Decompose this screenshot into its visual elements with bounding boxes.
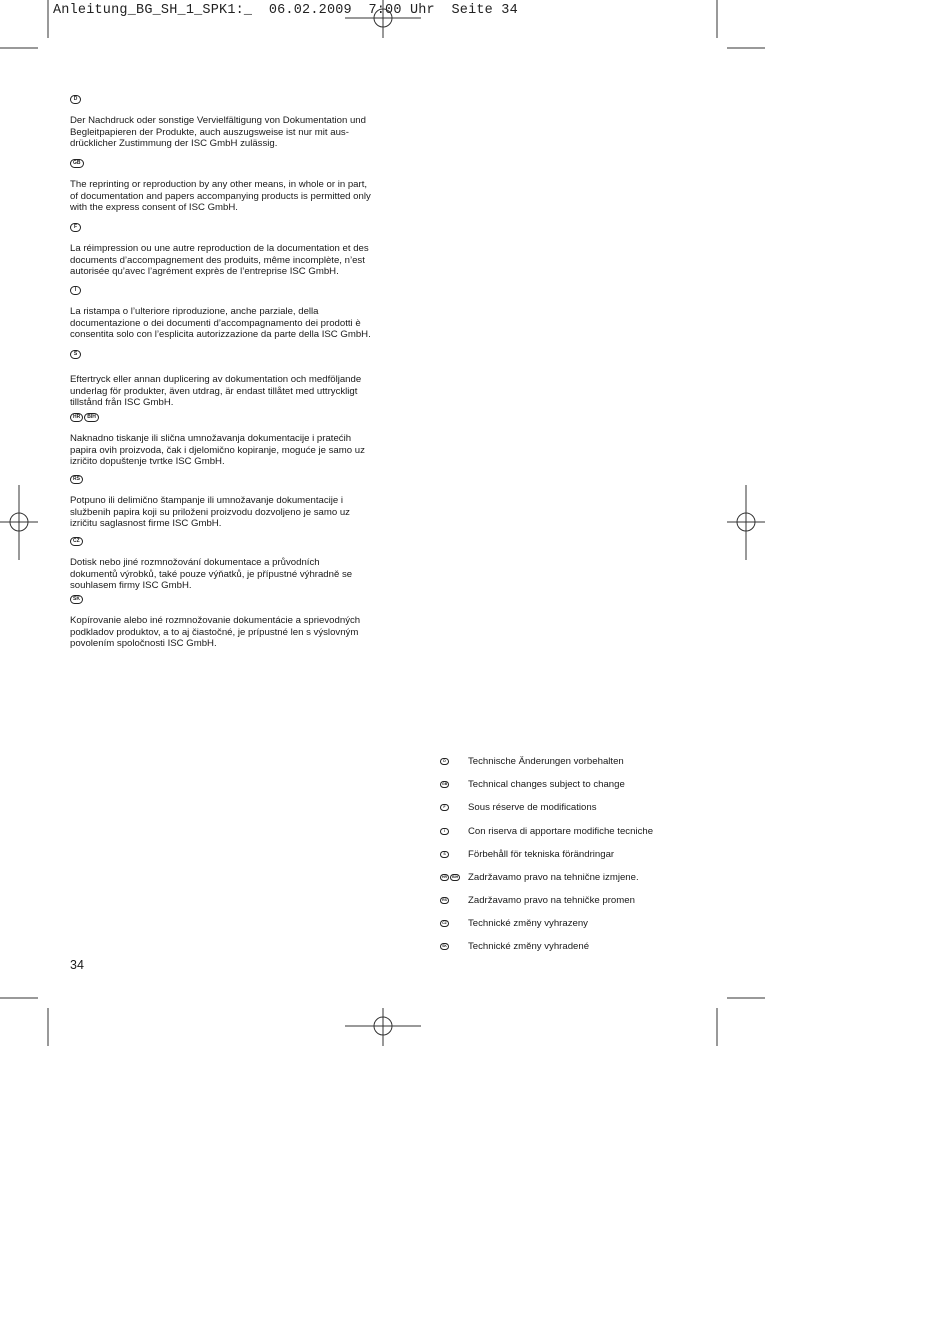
notice-text: Naknadno tiskanje ili slična umnožavanja dokumentacije i pratećih papira ovih proizvoda, čak i djelomično kopiranje, moguće je samo uz izričito dopuštenje tvrtke ISC GmbH.	[70, 433, 365, 468]
change-row-s	[440, 848, 740, 862]
change-row-f	[440, 801, 740, 815]
change-text: Sous réserve de modifications	[468, 802, 597, 813]
change-text: Con riserva di apportare modifiche tecniche	[468, 826, 654, 837]
reprint-notice-s	[70, 350, 385, 409]
change-text: Technické zmĕny vyhradené	[468, 941, 590, 952]
country-badge: GB	[442, 782, 448, 786]
change-text: Zadržavamo pravo na tehnične izmjene.	[468, 872, 639, 883]
country-badge: BIH	[84, 413, 99, 422]
change-row-i	[440, 825, 740, 839]
country-badge: CZ	[440, 920, 449, 927]
country-badge: F	[70, 223, 81, 232]
country-badge: SK	[70, 595, 83, 604]
reprint-notice-sk	[70, 595, 385, 650]
reprint-notice-gb	[70, 159, 385, 214]
change-row-sk	[440, 940, 740, 954]
country-badge: F	[440, 804, 449, 811]
country-badge: I	[70, 286, 81, 295]
country-badge: BIH	[452, 875, 459, 879]
notice-text: La réimpression ou une autre reproduction de la documentation et des documents d’accompagnement des produits, même incomplète, n’est autorisée qu’avec l’agrément exprès de l’entreprise ISC GmbH.	[70, 243, 369, 278]
notice-text: Eftertryck eller annan duplicering av dokumentation och medföljande underlag för produkter, även utdrag, är endast tillåtet med uttryckligt tillstånd från ISC GmbH.	[70, 374, 362, 409]
notice-text: Dotisk nebo jiné rozmnožování dokumentace a průvodních dokumentů výrobků, také pouze výňatků, je přípustné výhradně se souhlasem firmy ISC GmbH.	[70, 557, 353, 592]
notice-text: Der Nachdruck oder sonstige Vervielfältigung von Dokumentation und Begleitpapieren der Produkte, auch auszugsweise ist nur mit aus- drücklicher Zustimmung der ISC GmbH zulässig.	[70, 115, 366, 150]
change-row-rs	[440, 894, 740, 908]
change-text: Technische Änderungen vorbehalten	[468, 756, 624, 767]
reprint-notice-rs	[70, 475, 385, 530]
country-badge: D	[70, 95, 81, 104]
change-text: Technical changes subject to change	[468, 779, 625, 790]
country-badge: RS	[70, 475, 83, 484]
country-badge: S	[70, 350, 81, 359]
change-text: Zadržavamo pravo na tehničke promen	[468, 895, 635, 906]
change-row-hr-bih	[440, 871, 740, 885]
change-text: Technické změny vyhrazeny	[468, 918, 588, 929]
reprint-notice-de	[70, 95, 385, 150]
change-row-cz	[440, 917, 740, 931]
notice-text: Potpuno ili delimično štampanje ili umnožavanje dokumentacije i službenih papira koji su priloženi proizvodu dozvoljeno je samo uz izričitu saglasnost firme ISC GmbH.	[70, 495, 350, 530]
country-badge: GB	[70, 159, 84, 168]
change-text: Förbehåll för tekniska förändringar	[468, 849, 615, 860]
change-row-d	[440, 755, 740, 769]
country-badge: RS	[440, 897, 449, 904]
reprint-notice-i	[70, 286, 385, 341]
country-badge: I	[440, 828, 449, 835]
reprint-notice-f	[70, 223, 385, 278]
change-row-gb	[440, 778, 740, 792]
reprint-notice-cz	[70, 537, 385, 592]
country-badge: S	[440, 851, 449, 858]
notice-text: The reprinting or reproduction by any other means, in whole or in part, of documentation and papers accompanying products is permitted only with the express consent of ISC GmbH.	[70, 179, 371, 214]
country-badge: HR	[442, 875, 448, 879]
country-badge: SK	[440, 943, 449, 950]
page-number: 34	[70, 958, 84, 972]
country-badge: HR	[70, 413, 83, 422]
reprint-notice-hr-bih	[70, 413, 385, 468]
print-header: Anleitung_BG_SH_1_SPK1:_ 06.02.2009 7:00 Uhr Seite 34	[53, 3, 518, 18]
notice-text: La ristampa o l’ulteriore riproduzione, anche parziale, della documentazione o dei documenti d’accompagnamento dei prodotti è consentita solo con l’esplicita autorizzazione da parte della ISC GmbH.	[70, 306, 371, 341]
notice-text: Kopírovanie alebo iné rozmnožovanie dokumentácie a sprievodných podkladov produktov, a to aj čiastočné, je prípustné len s výslovným povolením spoločnosti ISC GmbH.	[70, 615, 361, 650]
country-badge: D	[440, 758, 449, 765]
country-badge: CZ	[70, 537, 83, 546]
